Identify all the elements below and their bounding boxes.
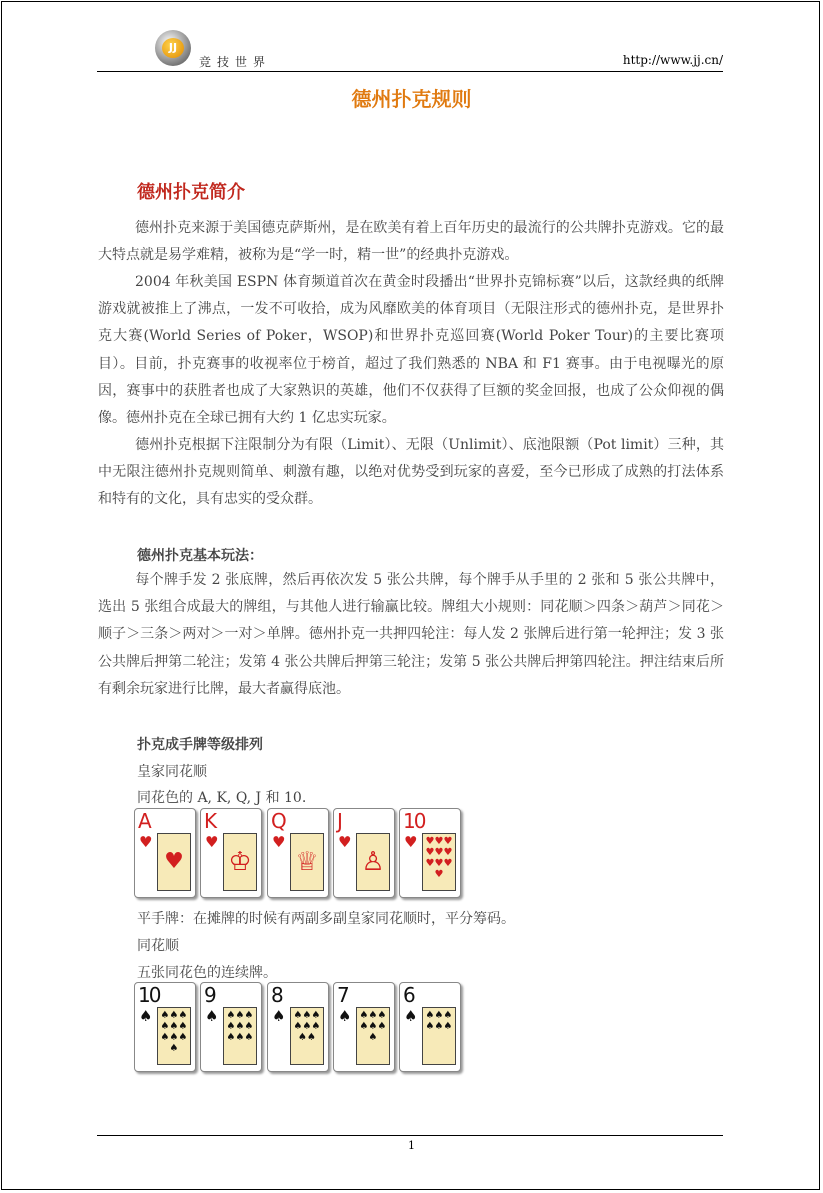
royal-flush-desc: 同花色的 A, K, Q, J 和 10. xyxy=(137,790,307,806)
card-nine-spades xyxy=(200,982,262,1072)
header-divider xyxy=(97,71,723,72)
heart-icon: ♥ xyxy=(205,833,219,851)
spade-icon: ♠ xyxy=(139,1007,153,1025)
brand-name: 竞技世界 xyxy=(199,55,272,69)
basic-heading: 德州扑克基本玩法： xyxy=(137,548,263,564)
jack-figure-icon: ♙ xyxy=(361,847,385,877)
page-number: 1 xyxy=(408,1139,415,1152)
card-rank: 7 xyxy=(337,983,348,1007)
card-face xyxy=(223,1007,257,1065)
card-face xyxy=(356,1007,390,1065)
card-king-hearts xyxy=(200,808,262,898)
card-seven-spades xyxy=(333,982,395,1072)
intro-paragraph-3: 德州扑克根据下注限制分为有限（Limit）、无限（Unlimit）、底池限额（Pot limit）三种，其中无限注德州扑克规则简单、刺激有趣，以绝对优势受到玩家的喜爱，至今已形成了成熟的打法体系和特有的文化，具有忠实的受众群。 xyxy=(98,437,724,508)
queen-figure-icon: ♕ xyxy=(295,847,319,877)
card-face xyxy=(356,833,390,891)
heart-icon: ♥ xyxy=(164,849,184,874)
card-rank: A xyxy=(138,809,150,833)
royal-flush-name: 皇家同花顺 xyxy=(137,764,207,780)
intro-paragraph-1: 德州扑克来源于美国德克萨斯州，是在欧美有着上百年历史的最流行的公共牌扑克游戏。它的最大特点就是易学难精，被称为是“学一时，精一世”的经典扑克游戏。 xyxy=(98,220,724,264)
page-title: 德州扑克规则 xyxy=(351,87,472,111)
card-rank: 8 xyxy=(271,983,282,1007)
jj-logo-icon xyxy=(155,30,191,66)
card-ace-hearts xyxy=(134,808,196,898)
heart-icon: ♥ xyxy=(404,833,418,851)
card-rank: J xyxy=(337,809,341,833)
card-six-spades xyxy=(399,982,461,1072)
logo-text: JJ xyxy=(162,38,184,58)
straight-flush-desc: 五张同花色的连续牌。 xyxy=(137,965,277,981)
spade-pips-icon: ♠♠♠♠♠♠♠♠♠ xyxy=(226,1010,254,1043)
spade-pips-icon: ♠♠♠♠♠♠♠♠♠♠ xyxy=(160,1010,188,1054)
intro-paragraph-2: 2004 年秋美国 ESPN 体育频道首次在黄金时段播出“世界扑克锦标赛”以后，这款经典的纸牌游戏就被推上了沸点，一发不可收拾，成为风靡欧美的体育项目（无限注形式的德州扑克，是世界扑克大赛(World Series of Poker，WSOP)和世界扑克巡回赛(World Poker Tour)的主要比赛项目）。目前，扑克赛事的收视率位于榜首，超过了我们熟悉的 NBA 和 F1 赛事。由于电视曝光的原因，赛事中的获胜者也成了大家熟识的英雄，他们不仅获得了巨额的奖金回报，也成了公众仰视的偶像。德州扑克在全球已拥有大约 1 亿忠实玩家。 xyxy=(98,274,724,427)
heart-icon: ♥ xyxy=(139,833,153,851)
spade-pips-icon: ♠♠♠♠♠♠♠♠ xyxy=(293,1010,321,1043)
card-rank: K xyxy=(204,809,216,833)
header-url: http://www.jj.cn/ xyxy=(622,53,723,67)
card-face xyxy=(290,1007,324,1065)
card-face xyxy=(157,833,191,891)
card-ten-hearts xyxy=(399,808,461,898)
card-face xyxy=(223,833,257,891)
card-jack-hearts xyxy=(333,808,395,898)
card-eight-spades xyxy=(267,982,329,1072)
card-face xyxy=(157,1007,191,1065)
spade-icon: ♠ xyxy=(272,1007,286,1025)
heart-pips-icon: ♥♥♥♥♥♥♥♥♥♥ xyxy=(425,836,453,880)
spade-pips-icon: ♠♠♠♠♠♠♠ xyxy=(359,1010,387,1043)
basic-paragraph: 每个牌手发 2 张底牌，然后再依次发 5 张公共牌，每个牌手从手里的 2 张和 5 张公共牌中，选出 5 张组合成最大的牌组，与其他人进行输赢比较。牌组大小规则：同花顺＞四条＞葫芦＞同花＞顺子＞三条＞两对＞一对＞单牌。德州扑克一共押四轮注：每人发 2 张牌后进行第一轮押注；发 3 张公共牌后押第二轮注；发第 4 张公共牌后押第三轮注；发第 5 张公共牌后押第四轮注。押注结束后所有剩余玩家进行比牌，最大者赢得底池。 xyxy=(98,572,724,697)
card-rank: 10 xyxy=(138,983,160,1007)
spade-icon: ♠ xyxy=(338,1007,352,1025)
spade-pips-icon: ♠♠♠♠♠♠ xyxy=(425,1010,453,1032)
straight-flush-name: 同花顺 xyxy=(137,938,179,954)
spade-icon: ♠ xyxy=(404,1007,418,1025)
card-rank: 9 xyxy=(204,983,215,1007)
card-rank: Q xyxy=(271,809,285,833)
ranking-heading: 扑克成手牌等级排列 xyxy=(137,737,263,753)
card-rank: 6 xyxy=(403,983,414,1007)
heart-icon: ♥ xyxy=(338,833,352,851)
intro-heading: 德州扑克简介 xyxy=(137,182,245,203)
card-rank: 10 xyxy=(403,809,425,833)
heart-icon: ♥ xyxy=(272,833,286,851)
page-header xyxy=(97,28,723,72)
footer-divider xyxy=(97,1135,723,1136)
card-queen-hearts xyxy=(267,808,329,898)
king-figure-icon: ♔ xyxy=(228,847,252,877)
card-face xyxy=(422,1007,456,1065)
card-face xyxy=(422,833,456,891)
tie-note: 平手牌：在摊牌的时候有两副多副皇家同花顺时，平分筹码。 xyxy=(137,911,515,927)
card-face xyxy=(290,833,324,891)
spade-icon: ♠ xyxy=(205,1007,219,1025)
card-ten-spades xyxy=(134,982,196,1072)
